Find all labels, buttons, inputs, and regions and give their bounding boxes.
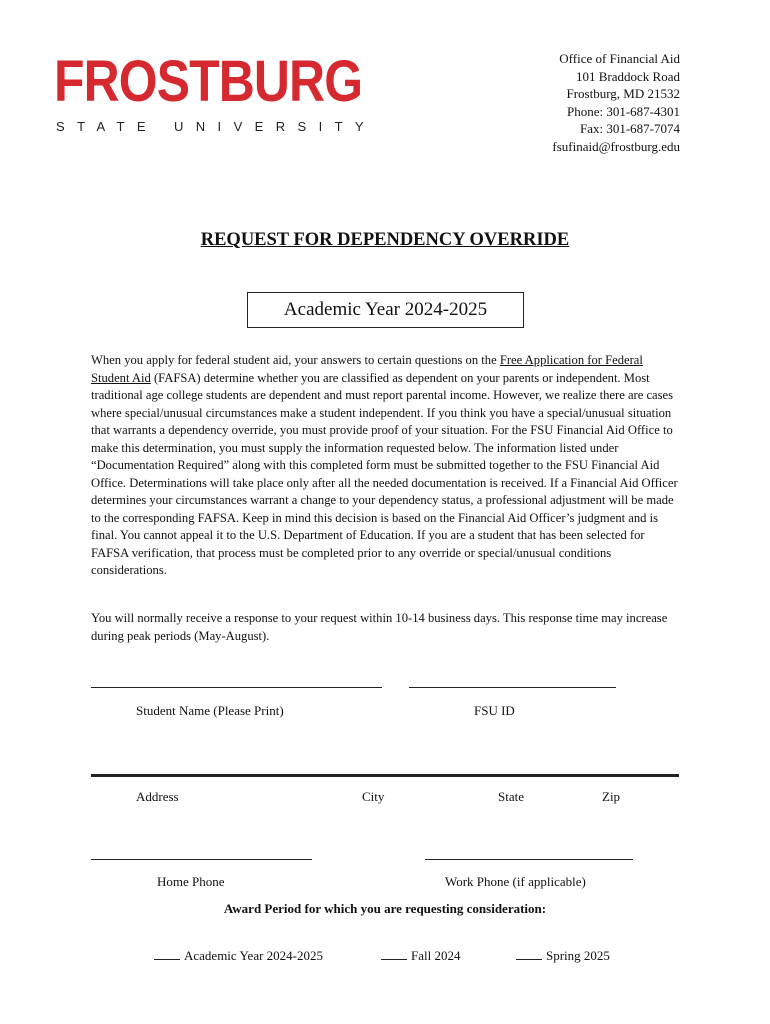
office-fax: Fax: 301-687-7074 [579, 121, 680, 136]
work-phone-label: Work Phone (if applicable) [445, 874, 586, 889]
option-spring[interactable] [516, 948, 610, 964]
option-label: Academic Year 2024-2025 [184, 948, 323, 963]
intro-text-start: When you apply for federal student aid, your answers to certain questions on the [91, 353, 500, 367]
fsu-id-label: FSU ID [474, 703, 515, 718]
office-street: 101 Braddock Road [576, 68, 680, 84]
academic-year-box: Academic Year 2024-2025 [247, 292, 524, 328]
home-phone-line[interactable] [91, 859, 312, 860]
intro-paragraph [91, 352, 681, 580]
award-period-heading: Award Period for which you are requesting consideration: [223, 901, 547, 916]
office-email: fsufinaid@frostburg.edu [552, 138, 680, 154]
response-time-paragraph: You will normally receive a response to your request within 10-14 business days. This response time may increase during peak periods (May-August). [91, 611, 668, 643]
city-label: City [362, 789, 385, 804]
student-name-line[interactable] [91, 687, 382, 688]
page-title: REQUEST FOR DEPENDENCY OVERRIDE [200, 230, 570, 250]
university-logo-subtitle: STATE UNIVERSITY [56, 119, 376, 134]
home-phone-label: Home Phone [157, 874, 225, 889]
zip-label: Zip [602, 789, 621, 804]
office-city: Frostburg, MD 21532 [566, 86, 680, 101]
intro-text-rest: (FAFSA) determine whether you are classified as dependent on your parents or independent. Most traditional age college students are dependent and must report parental income. However, we realize there are cases where special/unusual circumstances make a student independent. If you think you have a special/unusual situation that warrants a dependency override, you must provide proof of your situation. For the FSU Financial Aid Office to make this determination, you must supply the information requested below. The information listed under “Documentation Required” along with this completed form must be submitted together to the FSU Financial Aid Office. Determinations will take place only after all the needed documentation is received. If a Financial Aid Officer determines your circumstances warrant a change to your dependency status, a professional adjustment will be made to the corresponding FAFSA. Keep in mind this decision is based on the Financial Aid Officer’s judgment and is final. You cannot appeal it to the U.S. Department of Education. If you are a student that has been selected for FAFSA verification, that process must be completed prior to any override or special/unusual conditions considerations. [91, 370, 678, 577]
option-label: Fall 2024 [411, 948, 461, 963]
office-name: Office of Financial Aid [559, 51, 680, 66]
option-blank[interactable] [516, 948, 542, 960]
option-label: Spring 2025 [546, 948, 610, 963]
university-logo: FROSTBURG [54, 49, 363, 114]
contact-block [552, 50, 680, 155]
fafsa-link[interactable]: Free Application for Federal Student Aid [91, 353, 643, 385]
student-name-label: Student Name (Please Print) [136, 703, 284, 718]
address-line[interactable] [91, 774, 679, 777]
option-fall[interactable] [381, 948, 460, 964]
option-blank[interactable] [381, 948, 407, 960]
address-label: Address [136, 789, 179, 804]
fsu-id-line[interactable] [409, 687, 616, 688]
state-label: State [498, 789, 524, 804]
option-blank[interactable] [154, 948, 180, 960]
work-phone-line[interactable] [425, 859, 633, 860]
option-academic-year[interactable] [154, 948, 323, 964]
office-phone: Phone: 301-687-4301 [566, 103, 680, 119]
